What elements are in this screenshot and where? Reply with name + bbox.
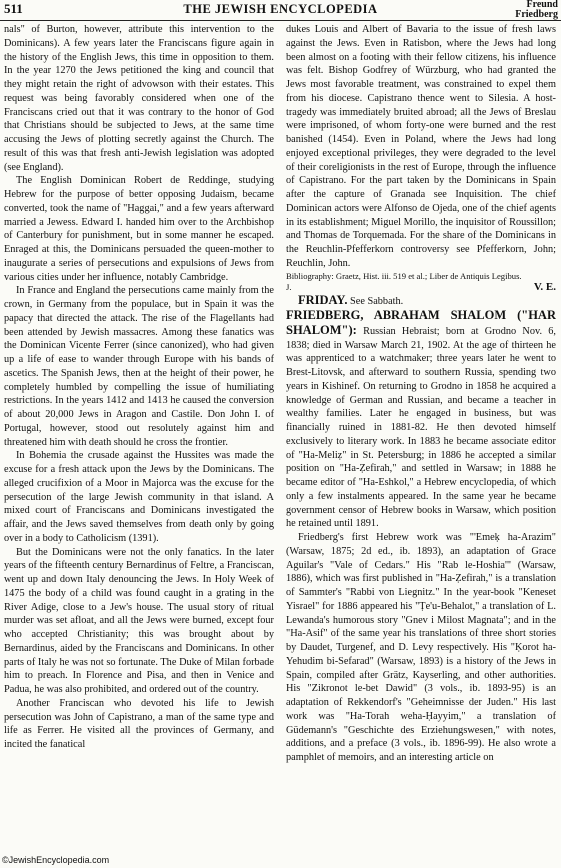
left-column xyxy=(4,23,274,853)
page-header xyxy=(0,0,561,20)
paragraph: But the Dominicans were not the only fanatics. In the later years of the fifteenth century Bernardinus of Feltre, a Franciscan, went up and down Italy denouncing the Jews. In Holy Week of 1475 the body of a child was found caught in a grating in the River Adige, close to a Jew's house. The usual story of ritual murder was set afloat, and all the Jews were burned, except four who accepted Christianity; this was brought about by Bernardinus, aided by the Franciscans and Dominicans. In other parts of Italy he was not so fortunate. The Duke of Milan forbade him to preach. In Florence and Pisa, and then in Venice and Padua, he was also prohibited, and ordered out of the country. xyxy=(4,546,274,695)
right-column xyxy=(286,23,556,853)
author-signature: V. E. xyxy=(533,280,556,293)
entry-heading: FRIDAY. xyxy=(298,293,348,308)
page-title: THE JEWISH ENCYCLOPEDIA xyxy=(183,2,378,16)
bibliography: Bibliography: Graetz, Hist. iii. 519 et al.; Liber de Antiquis Legibus. xyxy=(286,270,522,281)
paragraph: In France and England the persecutions came mainly from the crown, in Germany from the populace, but in Spain it was the papacy that directed the attack. The rise of the Flagellants had been attended by Jewish massacres. Among these fanatics was the Dominican Vicente Ferrer (since canonized), who had given up a life of ease to wander through Europe with his bands of ascetics. The Spanish Jews, then at the height of their power, he completely humbled by compelling the issue of humiliating restrictions. In the years 1412 and 1413 he caused the conversion of about 20,000 Jews in Aragon and Castile. Don John I. of Portugal, however, stood out resolutely against him and threatened him with death should he cross the frontier. xyxy=(4,285,274,448)
running-head xyxy=(515,0,558,20)
paragraph: In Bohemia the crusade against the Hussites was made the excuse for a fresh attack upon the Jews by the Dominicans. The alleged crucifixion of a Moor in Majorca was the excuse for the persecution of the large Jewish community in that island. A mixed court of Franciscans and Dominicans investigated the affair, and the Jews saved themselves from death only by going over in a body to Catholicism (1391). xyxy=(4,450,274,544)
entry-text: Russian Hebraist; born at Grodno Nov. 6, 1838; died in Warsaw March 21, 1902. At the age of thirteen he was apprenticed to a watchmaker; three years later he went to Brest-Litovsk, and afterward to southern Russia, spending two years in Kishinef. On returning to Grodno in 1858 he acquired a knowledge of German and Russian, and became a teacher in wealthy families. Later he engaged in business, but was financially ruined in 1881-82. He then devoted himself exclusively to literary work. In 1883 he became associate editor of "Ha-Meliẓ" in St. Petersburg; in 1886 he accepted a similar position on "Ha-Ẓefirah," and settled in Warsaw; in 1888 he became editor of "Ha-Eshkol," a Hebrew encyclopedia, of which only a few instalments appeared. In the same year he became government censor of Hebrew books in Warsaw, which position he retained until 1891. xyxy=(286,325,556,530)
entry-crossref: See Sabbath. xyxy=(350,296,404,308)
header-rule xyxy=(0,20,561,21)
copyright-footer: ©JewishEncyclopedia.com xyxy=(2,855,110,865)
paragraph: dukes Louis and Albert of Bavaria to the issue of fresh laws against the Jews. Even in Ratisbon, where the Jews had long been almost on a footing with their fellow citizens, his influence was felt. Bishop Godfrey of Würzburg, who had granted the Jews most favorable treatment, was constrained to expel them from his diocese. Capistrano thence went to Silesia. A host-tragedy was immediately bruited abroad; all the Jews of Breslau were imprisoned, of whom forty-one were burned and the rest banished (1454). Even in Poland, where the Jews had long enjoyed exceptional privileges, they were degraded to the level of their coreligionists in the rest of Europe, through the influence of Capistrano. For the part taken by the Dominicans in Spain after the capture of Granada see Inquisition. The chief Dominican actors were Alfonso de Ojeda, one of the chief agents in its establishment; Miguel Morillo, the inquisitor of Roussillon; and Thomas de Torquemada. For the share of the Dominicans in the Reuchlin-Pfefferkorn controversy see Pfefferkorn, John; Reuchlin, John. xyxy=(286,24,556,269)
bibliography-initial: J. xyxy=(286,281,292,292)
friedberg-entry xyxy=(286,309,556,531)
paragraph: The English Dominican Robert de Reddinge, studying Hebrew for the purpose of better opposing Judaism, became converted, took the name of "Haggai," and a few years afterward married a Jewess. Edward I. handed him over to the Archbishop of Canterbury for punishment, but in some manner he escaped. Enraged at this, the Dominicans persuaded the queen-mother to inaugurate a series of persecutions and expulsions of Jews from various cities under her influence, notably Cambridge. xyxy=(4,175,274,283)
page-number: 511 xyxy=(4,1,23,16)
running-head-last: Friedberg xyxy=(515,9,558,20)
friday-entry xyxy=(286,294,556,309)
entry-heading: FRIEDBERG, ABRAHAM SHALOM ("HAR SHALOM"): xyxy=(286,308,556,337)
running-head-first: Freund xyxy=(526,0,558,10)
paragraph: Another Franciscan who devoted his life to Jewish persecution was John of Capistrano, a man of the same type and life as Ferrer. He visited all the provinces of Germany, and incited the fanatical xyxy=(4,697,274,750)
paragraph: nals" of Burton, however, attribute this intervention to the Dominicans). A few years later the Franciscans figure again in the history of the English Jews, this time in opposition to them. In the year 1270 the Jews petitioned the king and council that they might retain the right of advowson with their estates. This request was being favorably considered when one of the Franciscans cried out that it was contrary to the honor of God that Christians should be subjected to Jews, at the same time accusing the Jews of plotting secretly against the Church. The result of this was that fresh anti-Jewish legislation was adopted (see England). xyxy=(4,24,274,173)
paragraph: Friedberg's first Hebrew work was "'Emeḳ ha-Arazim" (Warsaw, 1875; 2d ed., ib. 1893), an adaptation of Grace Aguilar's "Vale of Cedars." His "Rab le-Hoshia'" (Warsaw, 1886), which was first published in "Ha-Ẓefirah," is a translation of Sammter's "Rabbi von Liegnitz." In the year-book "Keneset Yisrael" for 1886 appeared his "Ṭe'u-Behalot," a translation of L. Lewanda's humorous story "Gnev i Milost Magnata"; and in the "Ha-Asif" of the same year his translations of three short stories by Daudet, Turgenef, and D. Levy respectively. His "Ḳorot ha-Yehudim bi-Sefarad" (Warsaw, 1893) is a history of the Jews in Spain, compiled after Grätz, Kayserling, and other authorities. His "Zikronot le-bet Dawid" (3 vols., ib. 1893-95) is an adaptation of Rekkendorf's "Geheimnisse der Juden." His last work was "Ha-Torah weha-Ḥayyim," a translation of Güdemann's "Geschichte des Erziehungswesen," with notes, additions, and a preface (3 vols., ib. 1896-99). He also wrote a pamphlet of memoirs, and an interesting article on xyxy=(286,532,556,763)
